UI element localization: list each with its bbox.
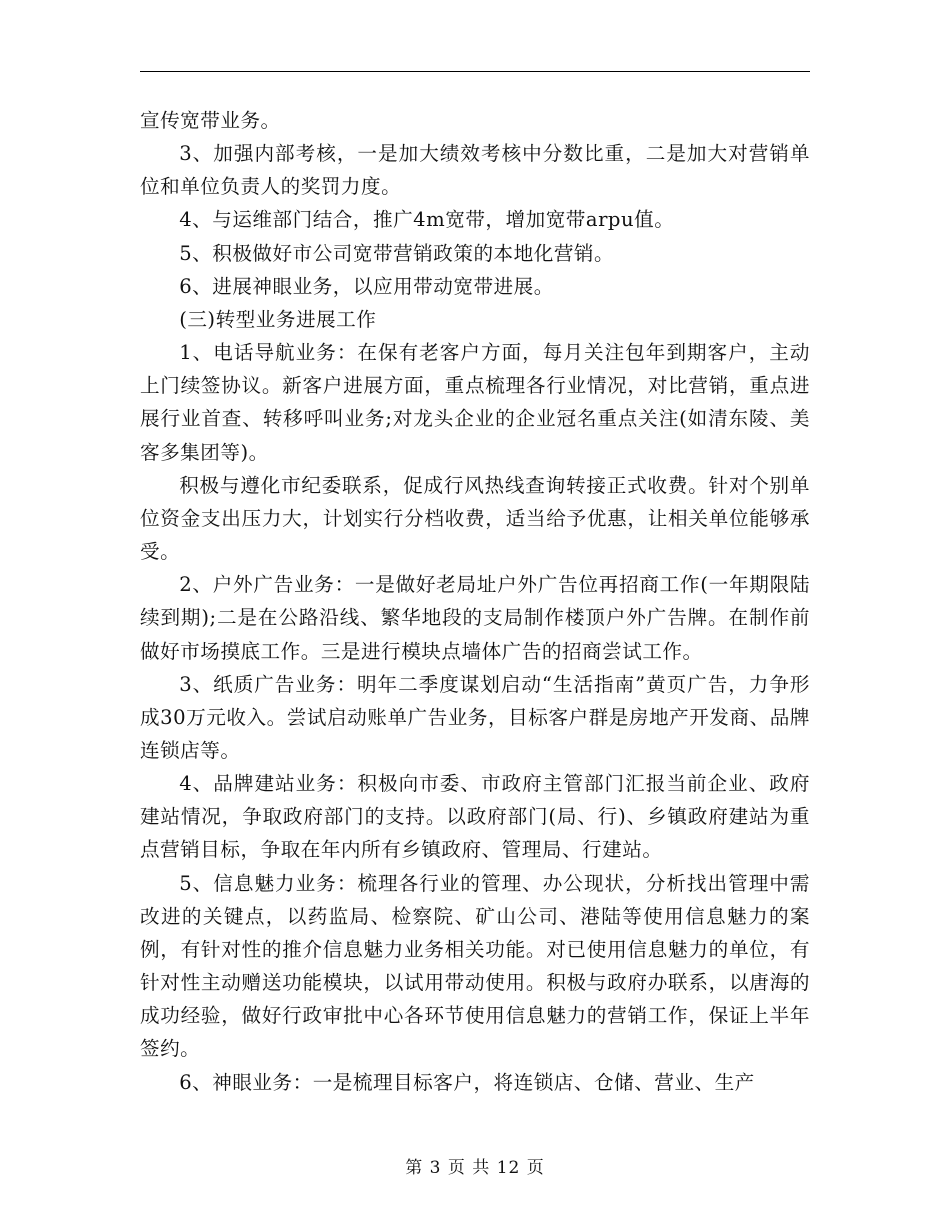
paragraph-9: 3、纸质广告业务：明年二季度谋划启动“生活指南”黄页广告，力争形成30万元收入。尝试启动账单广告业务，目标客户群是房地产开发商、品牌连锁店等。 — [140, 672, 810, 762]
paragraph-7: 积极与遵化市纪委联系，促成行风热线查询转接正式收费。针对个别单位资金支出压力大，计划实行分档收费，适当给予优惠，让相关单位能够承受。 — [140, 473, 810, 564]
document-body — [140, 104, 810, 1099]
header-rule — [140, 71, 810, 72]
paragraph-4: 6、进展神眼业务，以应用带动宽带进展。 — [179, 274, 554, 298]
paragraph-11: 5、信息魅力业务：梳理各行业的管理、办公现状，分析找出管理中需改进的关键点，以药监局、检察院、矿山公司、港陆等使用信息魅力的案例，有针对性的推介信息魅力业务相关功能。对已使用信息魅力的单位，有针对性主动赠送功能模块，以试用带动使用。积极与政府办联系，以唐海的成功经验，做好行政审批中心各环节使用信息魅力的营销工作，保证上半年签约。 — [140, 871, 810, 1061]
paragraph-2: 4、与运维部门结合，推广4m宽带，增加宽带arpu值。 — [179, 208, 675, 232]
paragraph-6: 1、电话导航业务：在保有老客户方面，每月关注包年到期客户，主动上门续签协议。新客户进展方面，重点梳理各行业情况，对比营销，重点进展行业首查、转移呼叫业务;对龙头企业的企业冠名重点关注(如清东陵、美客多集团等)。 — [140, 341, 810, 464]
paragraph-12: 6、神眼业务：一是梳理目标客户，将连锁店、仓储、营业、生产 — [179, 1070, 755, 1094]
paragraph-10: 4、品牌建站业务：积极向市委、市政府主管部门汇报当前企业、政府建站情况，争取政府部门的支持。以政府部门(局、行)、乡镇政府建站为重点营销目标，争取在年内所有乡镇政府、管理局、行建站。 — [140, 772, 810, 862]
paragraph-8: 2、户外广告业务：一是做好老局址户外广告位再招商工作(一年期限陆续到期);二是在公路沿线、繁华地段的支局制作楼顶户外广告牌。在制作前做好市场摸底工作。三是进行模块点墙体广告的招商尝试工作。 — [140, 573, 810, 663]
paragraph-0: 宣传宽带业务。 — [140, 109, 281, 132]
paragraph-3: 5、积极做好市公司宽带营销政策的本地化营销。 — [179, 241, 615, 265]
paragraph-1: 3、加强内部考核，一是加大绩效考核中分数比重，二是加大对营销单位和单位负责人的奖罚力度。 — [140, 142, 810, 199]
section-heading: (三)转型业务进展工作 — [179, 307, 377, 331]
page-number-footer: 第 3 页 共 12 页 — [405, 1158, 545, 1178]
